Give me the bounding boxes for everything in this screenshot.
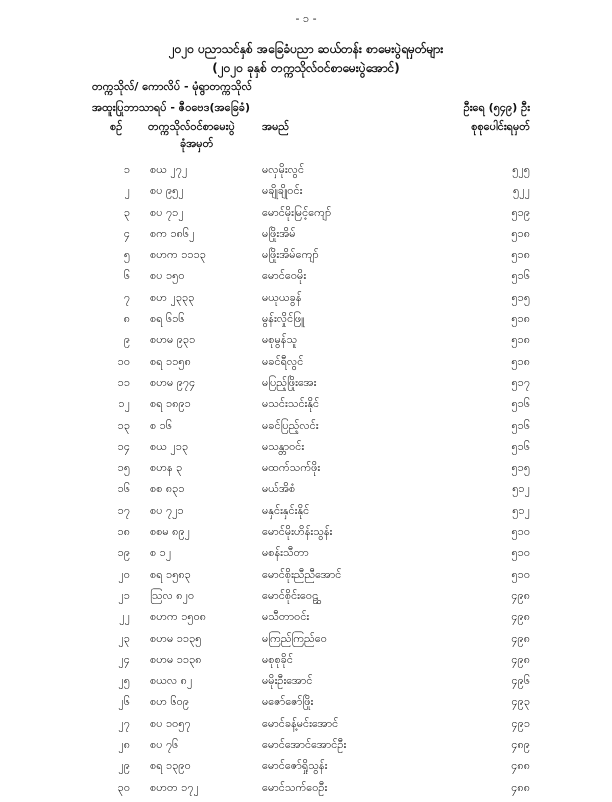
header-marks: စုစုပေါင်းရမှတ် [471, 120, 530, 133]
table-row [0, 461, 612, 482]
total-marks: ၅၂၅ [512, 163, 530, 176]
row-number: ၂၀ [118, 567, 130, 581]
total-marks: ၄၈၈ [511, 780, 530, 794]
student-name: မမိုးဦးအောင် [262, 674, 313, 688]
roll-number: စပ ၁၀၅၇ [150, 716, 191, 730]
table-row [0, 504, 612, 525]
total-marks: ၅၁၆ [511, 397, 530, 411]
row-number: ၂ [124, 184, 130, 198]
roll-number: စဟ ၂၃၃၃ [150, 290, 195, 304]
total-marks: ၅၁၀ [511, 546, 530, 560]
row-number: ၁၄ [117, 439, 130, 453]
roll-number: စရ ၁၃၉၀ [150, 759, 191, 773]
row-number: ၁၉ [117, 546, 130, 560]
student-name: မောင်မိုးဟိန်းသွန်း [262, 525, 333, 539]
table-row [0, 206, 612, 227]
row-number: ၁၇ [117, 503, 130, 517]
total-marks: ၅၁၈ [511, 333, 530, 347]
roll-number: စဟမ ၁၁၃၈ [150, 652, 202, 666]
headcount-line: ဦးရေ (၅၄၉) ဦး [463, 101, 530, 114]
row-number: ၁ [123, 163, 130, 176]
total-marks: ၄၈၉ [511, 738, 530, 752]
roll-number: စရ ၁၅၈၃ [150, 567, 191, 581]
results-table [0, 163, 612, 802]
total-marks: ၄၉၁ [511, 716, 530, 730]
roll-number: စ ၁၂ [150, 546, 172, 560]
student-name: မွန်းလှိုင်ဖြူ [262, 312, 305, 326]
roll-number: စ ၁၆ [150, 418, 173, 432]
roll-number: စစ ၈၃၁ [150, 482, 185, 496]
student-name: မောင်သက်ဝေဦး [262, 780, 328, 794]
student-name: မစုစုခိုင် [262, 652, 293, 666]
document-title: ၂၀၂၀ ပညာသင်နှစ် အခြေခံပညာ ဆယ်တန်း စာမေးပွဲရမှတ်များ [168, 42, 444, 56]
student-name: မလှမိုးလွင် [262, 163, 305, 176]
student-name: မောင်ဇော်ရှိုသွန်း [262, 759, 328, 773]
student-name: မကြည်ကြည်ဝေ [262, 631, 327, 645]
roll-number: စရ ၁၈၉၁ [150, 397, 191, 411]
table-row [0, 781, 612, 802]
table-row [0, 738, 612, 759]
total-marks: ၅၁၉ [511, 205, 530, 219]
student-name: မသင်းသင်းနိုင် [262, 397, 320, 411]
specialization-line: အထူးပြုဘာသာရပ် - ဇီဝဗေဒ(အခြေခံ) [92, 101, 251, 114]
student-name: မယုယခွန် [262, 290, 302, 304]
student-name: မထက်သက်ဖိုး [262, 461, 321, 475]
row-number: ၁၃ [117, 418, 130, 432]
header-name: အမည် [262, 120, 290, 133]
student-name: မောင်ခန့်မင်းအောင် [262, 716, 339, 730]
university-line: တက္ကသိုလ်/ ကောလိပ် - မုံရွာတက္ကသိုလ် [92, 80, 252, 93]
student-name: မောင်စိုင်းဝေဠွ [262, 588, 319, 602]
roll-number: စယလ ၈၂ [150, 674, 193, 688]
total-marks: ၅၁၈ [511, 312, 530, 326]
row-number: ၁၁ [117, 375, 130, 389]
row-number: ၅ [123, 248, 130, 262]
total-marks: ၅၁၂ [512, 503, 530, 517]
roll-number: စရ ၆၁၆ [150, 312, 185, 326]
row-number: ၄ [123, 226, 130, 240]
total-marks: ၅၁၀ [511, 525, 530, 539]
total-marks: ၄၉၈ [511, 588, 530, 602]
table-row [0, 674, 612, 695]
table-row [0, 695, 612, 716]
document-subtitle: (၂၀၂၀ ခုနှစ် တက္ကသိုလ်ဝင်စာမေးပွဲအောင်) [212, 61, 400, 75]
table-row [0, 632, 612, 653]
roll-number: စယ ၂၁၃ [150, 439, 189, 453]
table-row [0, 440, 612, 461]
roll-number: စပ ၇၆ [150, 738, 179, 752]
row-number: ၁၆ [117, 482, 130, 496]
roll-number: စဟမ ၉၇၄ [150, 375, 196, 389]
row-number: ၂၈ [118, 738, 130, 752]
student-name: မသီတာဝင်း [262, 610, 310, 624]
roll-number: စပ ၇၁၂ [150, 205, 184, 219]
table-row [0, 291, 612, 312]
table-row [0, 248, 612, 269]
row-number: ၈ [123, 312, 130, 326]
total-marks: ၄၉၈ [511, 652, 530, 666]
student-name: မခင်ပြည့်လင်း [262, 418, 319, 432]
student-name: မဖြိုးအိမ်ကျော် [262, 248, 319, 262]
header-roll-line2: ခုံအမှတ် [180, 137, 214, 150]
row-number: ၂၁ [118, 588, 130, 602]
student-name: မောင်မိုးမြင့်ကျော် [262, 205, 332, 219]
row-number: ၉ [123, 333, 130, 347]
total-marks: ၅၁၆ [511, 439, 530, 453]
student-name: မခင်ရီလွင် [262, 354, 304, 368]
roll-number: စဟ ၆၀၉ [150, 695, 190, 709]
roll-number: စဟတ ၁၇၂ [150, 780, 199, 794]
total-marks: ၅၁၈ [511, 354, 530, 368]
header-roll: တက္ကသိုလ်ဝင်စာမေးပွဲ [148, 120, 235, 133]
header-no: စဉ် [110, 120, 123, 133]
row-number: ၂၃ [118, 631, 130, 645]
table-row [0, 525, 612, 546]
total-marks: ၄၉၃ [511, 695, 530, 709]
row-number: ၇ [123, 290, 130, 304]
row-number: ၂၂ [119, 610, 130, 624]
table-row [0, 717, 612, 738]
roll-number: စက ၁၈၆၂ [150, 226, 195, 240]
roll-number: စပ ၇၂၁ [150, 503, 184, 517]
roll-number: စစမ ၈၉၂ [150, 525, 191, 539]
roll-number: ဩလ ၈၂၀ [150, 588, 195, 602]
roll-number: စပ ၁၅၀ [150, 269, 185, 283]
student-name: မောင်ဝေမိုး [262, 269, 307, 283]
row-number: ၆ [123, 269, 130, 283]
total-marks: ၅၁၈ [511, 248, 530, 262]
student-name: မယ်အိစံ [262, 482, 296, 496]
student-name: မစုမွန်သူ [262, 333, 298, 347]
table-row [0, 568, 612, 589]
table-row [0, 419, 612, 440]
roll-number: စပ ၉၅၂ [150, 184, 184, 198]
page-number: - ၁ - [295, 12, 317, 25]
roll-number: စဟမ ၁၁၃၅ [150, 631, 202, 645]
row-number: ၂၇ [118, 716, 130, 730]
roll-number: စဟက ၁၅၀၈ [150, 610, 207, 624]
row-number: ၃၀ [117, 780, 130, 794]
row-number: ၁၂ [118, 397, 130, 411]
total-marks: ၅၁၇ [511, 375, 530, 389]
row-number: ၂၆ [118, 695, 130, 709]
total-marks: ၅၁၆ [511, 418, 530, 432]
student-name: မစန်းသီတာ [262, 546, 309, 560]
roll-number: စဟန ၃ [150, 461, 183, 475]
table-row [0, 589, 612, 610]
total-marks: ၄၉၈ [511, 631, 530, 645]
table-row [0, 184, 612, 205]
row-number: ၂၅ [118, 674, 130, 688]
row-number: ၁၈ [117, 525, 130, 539]
table-row [0, 163, 612, 184]
table-row [0, 312, 612, 333]
table-row [0, 759, 612, 780]
row-number: ၁၅ [117, 461, 130, 475]
table-row [0, 610, 612, 631]
row-number: ၁၀ [117, 354, 130, 368]
total-marks: ၅၁၈ [511, 226, 530, 240]
table-row [0, 227, 612, 248]
student-name: မဇော်ဇော်ဖြိုး [262, 695, 314, 709]
table-row [0, 376, 612, 397]
roll-number: စဟမ ၉၃၁ [150, 333, 196, 347]
total-marks: ၅၁၆ [511, 269, 530, 283]
student-name: မောင်အောင်အောင်ဦး [262, 738, 347, 752]
student-name: မသန္တာဝင်း [262, 439, 305, 453]
total-marks: ၄၉၈ [511, 610, 530, 624]
row-number: ၂၉ [118, 759, 130, 773]
student-name: မပြည့်ဖြိုးအေး [262, 375, 317, 389]
total-marks: ၅၁၅ [511, 290, 530, 304]
total-marks: ၄၉၆ [511, 674, 530, 688]
student-name: မောင်စိုးညီညီအောင် [262, 567, 342, 581]
roll-number: စရ ၁၁၅၈ [150, 354, 191, 368]
table-row [0, 653, 612, 674]
table-row [0, 397, 612, 418]
total-marks: ၅၂၂ [513, 184, 530, 198]
row-number: ၃ [123, 205, 130, 219]
student-name: မဖြိုးအိမ် [262, 226, 296, 240]
table-row [0, 269, 612, 290]
table-row [0, 355, 612, 376]
total-marks: ၅၁၅ [511, 461, 530, 475]
roll-number: စယ ၂၇၂ [150, 163, 188, 176]
roll-number: စဟက ၁၁၁၃ [150, 248, 206, 262]
student-name: မချိုချိုဝင်း [262, 184, 303, 198]
table-row [0, 333, 612, 354]
total-marks: ၅၁၀ [511, 567, 530, 581]
table-row [0, 482, 612, 503]
row-number: ၂၄ [118, 652, 130, 666]
table-row [0, 546, 612, 567]
total-marks: ၄၈၈ [511, 759, 530, 773]
student-name: မနှင်းနှင်းနိုင် [262, 503, 310, 517]
total-marks: ၅၁၂ [512, 482, 530, 496]
